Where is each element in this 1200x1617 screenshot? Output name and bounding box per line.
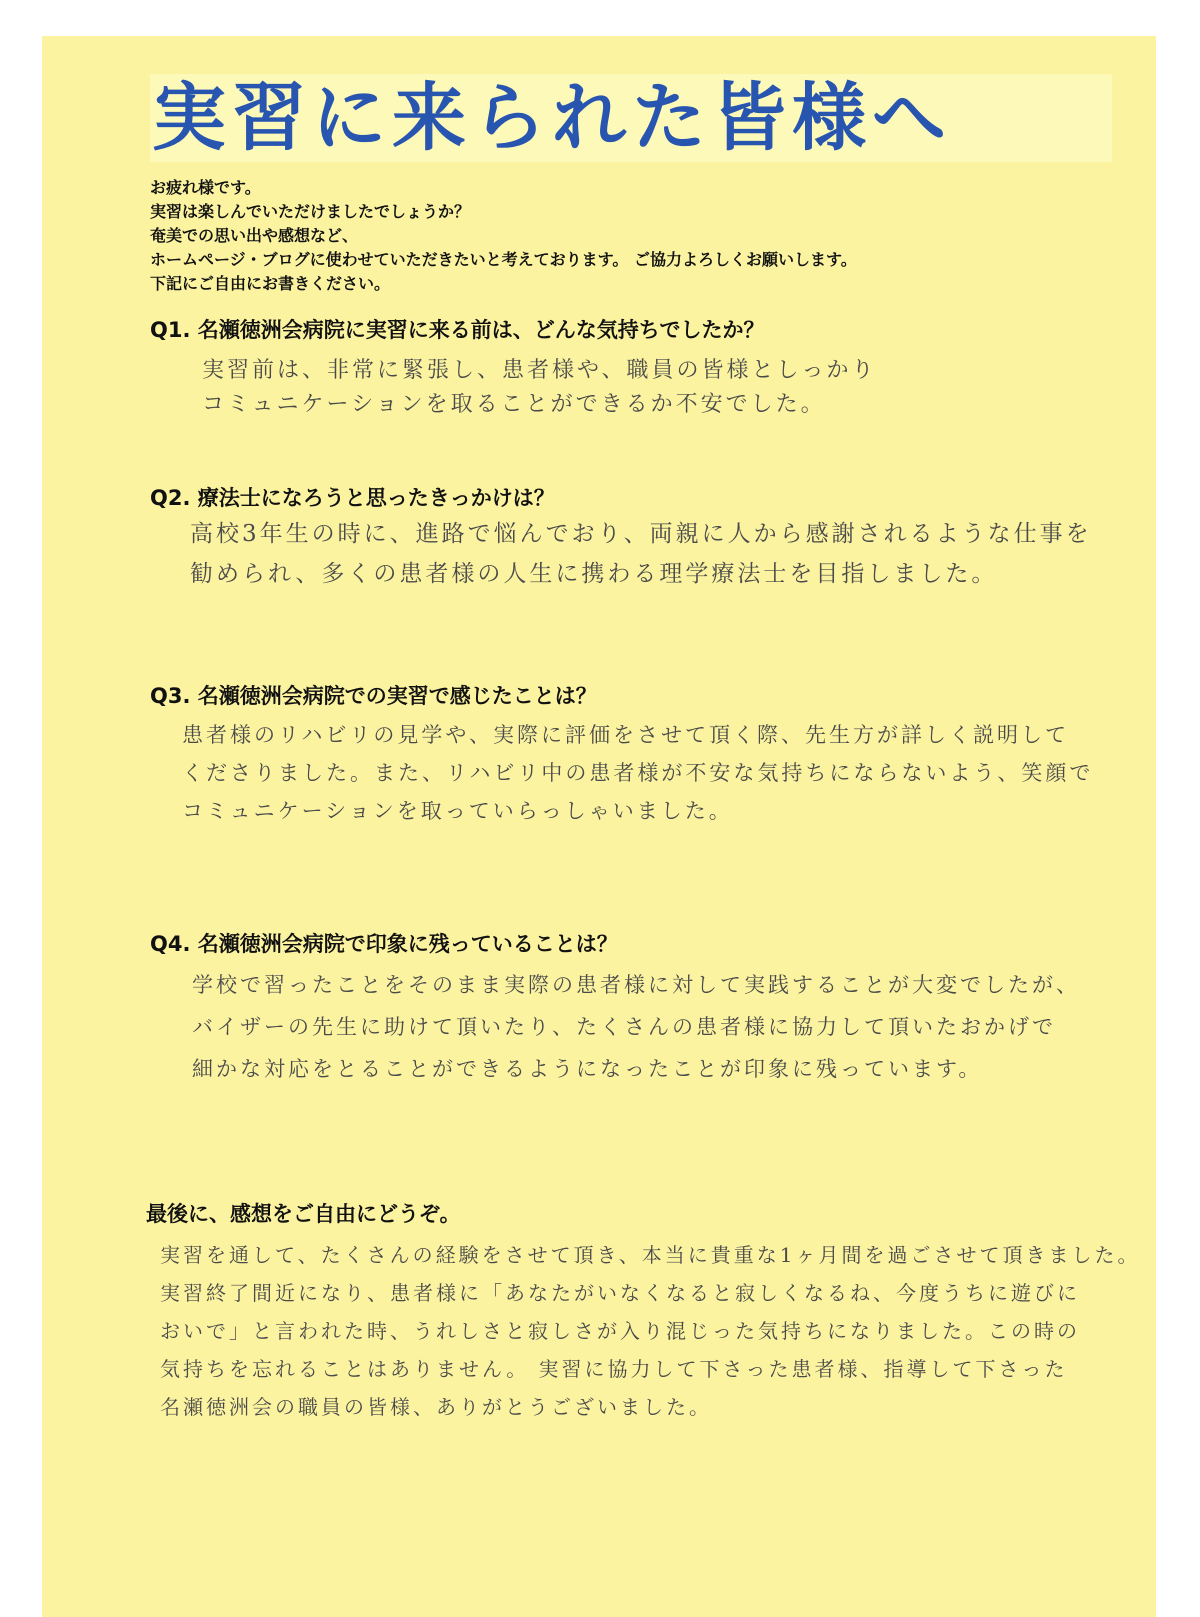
- final-question: 最後に、感想をご自由にどうぞ。: [146, 1202, 461, 1226]
- intro-line: 実習は楽しんでいただけましたでしょうか？: [150, 202, 471, 221]
- answer-line: コミュニケーションを取っていらっしゃいました。: [182, 799, 733, 823]
- answer-3: [182, 716, 1093, 830]
- intro-line: お疲れ様です。: [150, 178, 261, 197]
- answer-line: 高校3年生の時に、進路で悩んでおり、両親に人から感謝されるような仕事を: [190, 521, 1092, 547]
- question-3: Q3. 名瀬徳洲会病院での実習で感じたことは？: [150, 684, 597, 708]
- answer-line: 実習終了間近になり、患者様に「あなたがいなくなると寂しくなるね、今度うちに遊びに: [160, 1281, 1080, 1305]
- intro-line: ホームページ・ブログに使わせていただきたいと考えております。 ご協力よろしくお願いします。: [150, 250, 857, 269]
- answer-line: くださりました。また、リハビリ中の患者様が不安な気持ちにならないよう、笑顔で: [182, 761, 1094, 785]
- answer-line: 気持ちを忘れることはありません。 実習に協力して下さった患者様、指導して下さった: [160, 1357, 1068, 1381]
- answer-4: [192, 964, 1080, 1090]
- intro-text: [150, 176, 857, 296]
- page-title: 実習に来られた皆様へ: [152, 75, 952, 161]
- answer-line: バイザーの先生に助けて頂いたり、たくさんの患者様に協力して頂いたおかげで: [192, 1015, 1056, 1039]
- answer-line: 患者様のリハビリの見学や、実際に評価をさせて頂く際、先生方が詳しく説明して: [182, 723, 1069, 747]
- question-2: Q2. 療法士になろうと思ったきっかけは？: [150, 486, 555, 510]
- answer-line: 学校で習ったことをそのまま実際の患者様に対して実践することが大変でしたが、: [192, 973, 1080, 997]
- questionnaire-sheet: [42, 36, 1156, 1617]
- answer-line: 細かな対応をとることができるようになったことが印象に残っています。: [192, 1057, 983, 1081]
- answer-line: コミュニケーションを取ることができるか不安でした。: [202, 392, 826, 417]
- question-4: Q4. 名瀬徳洲会病院で印象に残っていることは？: [150, 932, 618, 956]
- answer-1: [202, 354, 877, 422]
- intro-line: 奄美での思い出や感想など、: [150, 226, 359, 245]
- answer-2: [190, 514, 1092, 594]
- answer-line: 実習前は、非常に緊張し、患者様や、職員の皆様としっかり: [202, 358, 877, 383]
- final-answer: [160, 1236, 1141, 1426]
- intro-line: 下記にご自由にお書きください。: [150, 274, 391, 293]
- answer-line: おいで」と言われた時、うれしさと寂しさが入り混じった気持ちになりました。この時の: [160, 1319, 1080, 1343]
- answer-line: 名瀬徳洲会の職員の皆様、ありがとうございました。: [160, 1395, 712, 1419]
- answer-line: 実習を通して、たくさんの経験をさせて頂き、本当に貴重な1ヶ月間を過ごさせて頂きました。: [160, 1243, 1141, 1267]
- question-1: Q1. 名瀬徳洲会病院に実習に来る前は、どんな気持ちでしたか？: [150, 318, 765, 342]
- answer-line: 勧められ、多くの患者様の人生に携わる理学療法士を目指しました。: [190, 561, 998, 587]
